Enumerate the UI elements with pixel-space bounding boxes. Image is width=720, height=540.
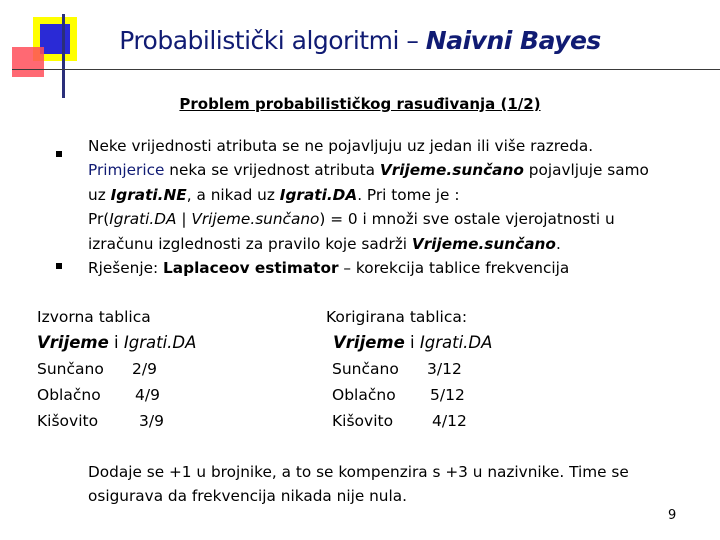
table-row-name: Sunčano xyxy=(332,360,399,378)
bullet-text-line xyxy=(88,158,688,182)
text-span: Igrati.DA xyxy=(123,333,197,352)
right-table-header xyxy=(333,333,492,352)
text-span: Vrijeme xyxy=(37,333,109,352)
text-span: i xyxy=(108,333,124,352)
bullet-text-line xyxy=(88,256,688,280)
right-table-label: Korigirana tablica: xyxy=(326,308,468,326)
text-span: izračunu izglednosti za pravilo koje sadrži xyxy=(88,234,412,253)
text-span: Igrati.DA xyxy=(109,210,177,229)
text-span: Igrati.NE xyxy=(110,185,187,204)
title-text: Probabilistički algoritmi – xyxy=(119,26,426,55)
text-span: . Pri tome je : xyxy=(357,185,460,204)
example-label: Primjerice xyxy=(88,161,165,180)
left-table-label: Izvorna tablica xyxy=(37,308,151,326)
text-span: neka se vrijednost atributa xyxy=(164,161,380,180)
title-divider xyxy=(12,69,720,70)
text-span: Rješenje: xyxy=(88,259,164,278)
table-row-value: 3/12 xyxy=(427,360,462,378)
table-row-name: Kišovito xyxy=(332,412,394,430)
footer-note: Dodaje se +1 u brojnike, a to se kompenzira s +3 u nazivnike. Time se osigurava da frekvencija nikada nije nula. xyxy=(88,463,629,505)
text-span: , a nikad uz xyxy=(186,185,280,204)
bullet-list xyxy=(88,134,688,280)
text-span: Vrijeme.sunčano xyxy=(411,234,556,253)
bullet-icon xyxy=(56,151,62,157)
text-span: | xyxy=(176,210,192,229)
table-row-value: 3/9 xyxy=(139,412,164,430)
text-span: Vrijeme xyxy=(333,333,405,352)
left-table-header xyxy=(37,333,196,352)
slide-title xyxy=(0,26,720,55)
text-span: – korekcija tablice frekvencija xyxy=(338,259,570,278)
text-span: . xyxy=(555,234,561,253)
bullet-icon xyxy=(56,263,62,269)
table-row-value: 4/12 xyxy=(432,412,467,430)
table-row-value: 4/9 xyxy=(135,386,160,404)
table-row-name: Sunčano xyxy=(37,360,104,378)
text-span: Igrati.DA xyxy=(419,333,493,352)
text-span: ) = 0 i množi sve ostale vjerojatnosti u xyxy=(319,210,615,229)
text-span: Pr( xyxy=(88,210,110,229)
text-span: Vrijeme.sunčano xyxy=(379,161,524,180)
table-row-value: 5/12 xyxy=(430,386,465,404)
page-number: 9 xyxy=(668,508,677,523)
table-row-name: Oblačno xyxy=(332,386,396,404)
table-row-value: 2/9 xyxy=(132,360,157,378)
bullet-text-line xyxy=(88,207,688,231)
slide-subtitle: Problem probabilističkog rasuđivanja (1/2) xyxy=(179,95,541,113)
text-span: i xyxy=(404,333,420,352)
bullet-text-line xyxy=(88,183,688,207)
table-row-name: Kišovito xyxy=(37,412,99,430)
text-span: Vrijeme.sunčano xyxy=(191,210,320,229)
bullet-text-line: Neke vrijednosti atributa se ne pojavljuju uz jedan ili više razreda. xyxy=(88,137,594,155)
bullet-text-line xyxy=(88,232,688,256)
text-span: Laplaceov estimator xyxy=(163,259,339,278)
title-italic-text: Naivni Bayes xyxy=(425,26,601,55)
text-span: uz xyxy=(88,185,111,204)
text-span: pojavljuje samo xyxy=(523,161,649,180)
text-span: Igrati.DA xyxy=(279,185,358,204)
table-row-name: Oblačno xyxy=(37,386,101,404)
